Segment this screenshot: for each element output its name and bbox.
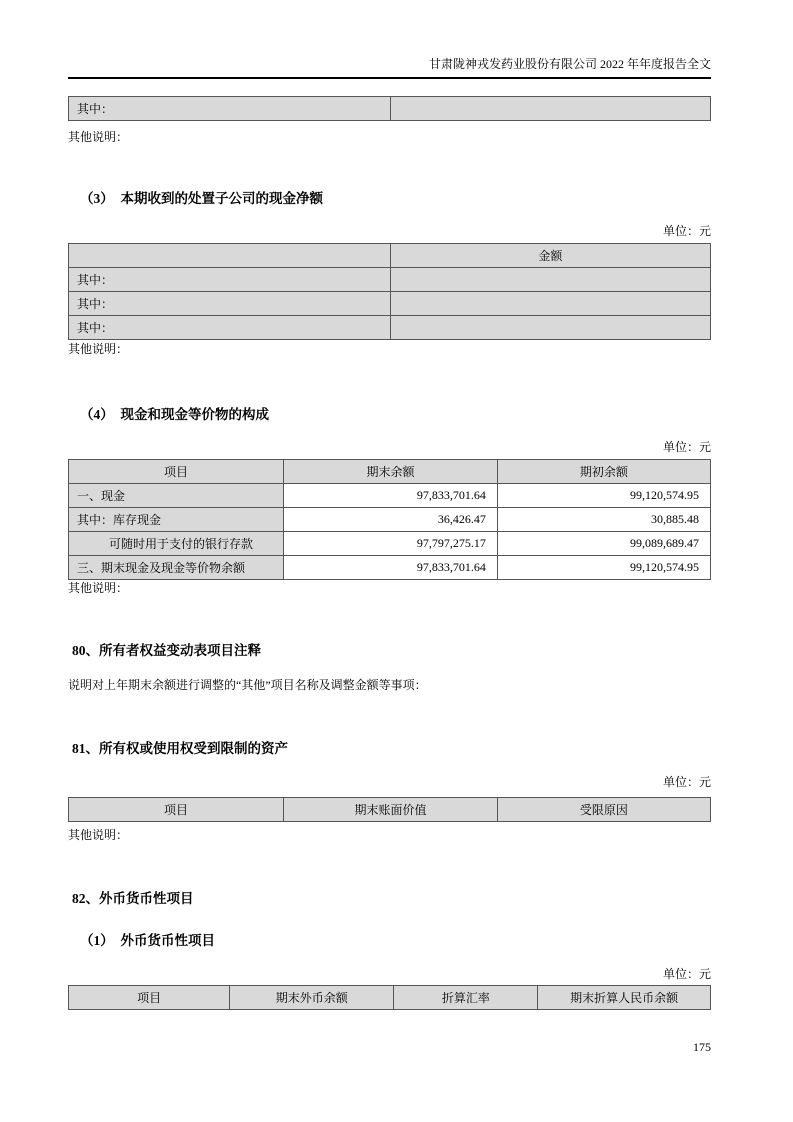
- unit-label: 单位：元: [662, 224, 711, 238]
- section4-heading: （4） 现金和现金等价物的构成: [80, 407, 269, 422]
- unit-label: 单位：元: [662, 440, 711, 454]
- table-cell-label: 可随时用于支付的银行存款: [69, 532, 284, 556]
- table-header-row: [69, 460, 711, 484]
- cash-equivalents-table: [68, 459, 711, 580]
- other-note-label: 其他说明：: [68, 828, 129, 842]
- table-cell-label: 其中：: [69, 268, 391, 292]
- header-cell-item: 项目: [69, 460, 284, 484]
- table-row: [69, 292, 711, 316]
- table-header-row: [69, 798, 711, 822]
- table-row: [69, 556, 711, 580]
- table-cell-label: 一、现金: [69, 484, 284, 508]
- header-cell-exchange-rate: 折算汇率: [394, 986, 538, 1010]
- table-cell-opening-balance: 99,120,574.95: [497, 556, 710, 580]
- header-cell-reason: 受限原因: [497, 798, 710, 822]
- header-cell-fx-balance: 期末外币余额: [230, 986, 394, 1010]
- table-row: [69, 268, 711, 292]
- section80-heading: 80、所有者权益变动表项目注释: [72, 643, 261, 658]
- unit-label: 单位：元: [662, 775, 711, 789]
- table-header-row: [69, 244, 711, 268]
- table-row: [69, 532, 711, 556]
- header-cell-item: 项目: [69, 986, 230, 1010]
- section3-table-wrap: [68, 243, 711, 340]
- section81-heading: 81、所有权或使用权受到限制的资产: [72, 741, 288, 756]
- table-cell-closing-balance: 97,833,701.64: [284, 556, 498, 580]
- table-cell-label: 其中：: [69, 292, 391, 316]
- table-row: [69, 97, 711, 121]
- section81-table-wrap: [68, 797, 711, 822]
- table-cell-label: 其中：库存现金: [69, 508, 284, 532]
- header-cell-blank: [69, 244, 391, 268]
- table-cell-label: 三、期末现金及现金等价物余额: [69, 556, 284, 580]
- table-row: [69, 484, 711, 508]
- other-note-label: 其他说明：: [68, 130, 129, 144]
- table-cell-closing-balance: 36,426.47: [284, 508, 498, 532]
- table-cell-opening-balance: 99,120,574.95: [497, 484, 710, 508]
- carryover-table: [68, 96, 711, 121]
- table-cell-closing-balance: 97,797,275.17: [284, 532, 498, 556]
- table-cell-closing-balance: 97,833,701.64: [284, 484, 498, 508]
- header-rule: [68, 77, 711, 79]
- section82-table-wrap: [68, 985, 711, 1010]
- table-row: [69, 508, 711, 532]
- section4-table-wrap: [68, 459, 711, 580]
- table-cell-opening-balance: 99,089,689.47: [497, 532, 710, 556]
- other-note-label: 其他说明：: [68, 581, 129, 595]
- table-carryover-fragment: [68, 96, 711, 121]
- table-header-row: [69, 986, 711, 1010]
- header-cell-closing: 期末余额: [284, 460, 498, 484]
- header-cell-item: 项目: [69, 798, 284, 822]
- table-cell-label: 其中：: [69, 97, 391, 121]
- foreign-currency-items-table: [68, 985, 711, 1010]
- table-row: [69, 316, 711, 340]
- header-cell-rmb-balance: 期末折算人民币余额: [538, 986, 711, 1010]
- header-cell-amount: 金额: [390, 244, 710, 268]
- header-cell-opening: 期初余额: [497, 460, 710, 484]
- page-number: 175: [693, 1040, 711, 1054]
- table-cell-value: [390, 316, 710, 340]
- other-note-label: 其他说明：: [68, 342, 129, 356]
- section82-sub-heading: （1） 外币货币性项目: [80, 933, 215, 948]
- table-cell-value: [390, 97, 710, 121]
- section82-heading: 82、外币货币性项目: [72, 891, 194, 906]
- table-cell-label: 其中：: [69, 316, 391, 340]
- table-cell-opening-balance: 30,885.48: [497, 508, 710, 532]
- page-header-title: 甘肃陇神戎发药业股份有限公司 2022 年年度报告全文: [428, 57, 711, 71]
- table-cell-value: [390, 268, 710, 292]
- section3-heading: （3） 本期收到的处置子公司的现金净额: [80, 191, 323, 206]
- unit-label: 单位：元: [662, 967, 711, 981]
- disposal-subsidiary-cash-table: [68, 243, 711, 340]
- restricted-assets-table: [68, 797, 711, 822]
- header-cell-book-value: 期末账面价值: [284, 798, 498, 822]
- section80-note: 说明对上年期末余额进行调整的“其他”项目名称及调整金额等事项：: [68, 678, 427, 692]
- table-cell-value: [390, 292, 710, 316]
